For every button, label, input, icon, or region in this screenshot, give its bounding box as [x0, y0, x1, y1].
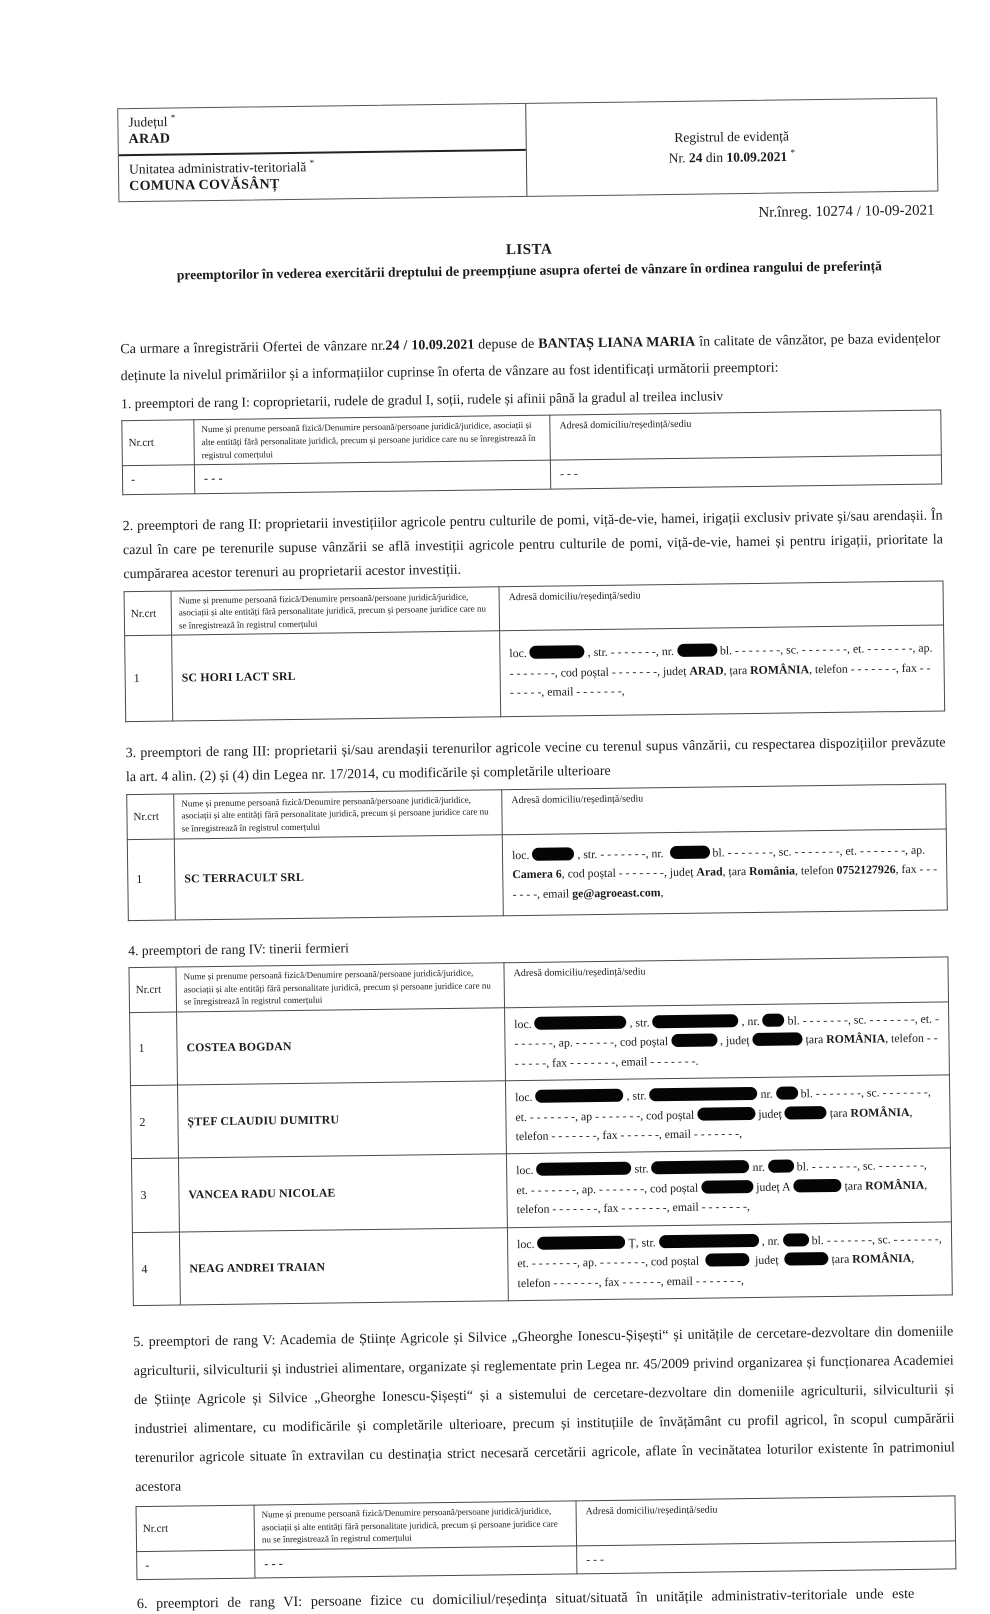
section-4-heading: 4. preemptori de rang IV: tinerii fermieri [128, 940, 349, 959]
row-number: 3 [131, 1159, 179, 1233]
rang4-table [128, 956, 952, 1306]
redaction-mark [677, 644, 717, 658]
row-number: 1 [127, 839, 175, 921]
redaction-mark [768, 1160, 794, 1173]
section-6-heading: 6. preemptori de rang VI: persoane fizice cu domiciliul/reședința situat/situată în unitățile administrativ-teritoriale unde este [136, 1586, 915, 1613]
row-address: - - - [577, 1541, 956, 1574]
header-left-column [118, 104, 527, 202]
redaction-mark [671, 1034, 717, 1048]
redaction-mark [753, 1033, 803, 1047]
col-nrcrt: Nr.crt [136, 1505, 255, 1551]
rang1-table [121, 410, 942, 495]
row-address: loc. str. nr. bl. - - - - - - -, sc. - - - - - - -, et. - - - - - - -, ap. - - - - - - -, cod poștal județ A țara ROMÂNIA, telefon - - - - - - -, fax - - - - - - -, email - - - - - - -, [506, 1148, 951, 1227]
table-row [131, 1148, 951, 1232]
section-3-heading: 3. preemptori de rang III: proprietarii și/sau arendașii terenurilor agricole vecine cu terenul supus vânzării, cu respectarea dispozițiilor prevăzute la art. 4 alin. (2) și (4) din Legea nr. 17/2014, cu modificările și completările ulterioare [125, 735, 946, 786]
row-number: 2 [131, 1085, 179, 1159]
registry-cell [526, 99, 937, 197]
col-address: Adresă domiciliu/reședință/sediu [499, 581, 944, 632]
section-2-heading: 2. preemptori de rang II: proprietarii investițiilor agricole pentru culturile de pomi, viță-de-vie, hamei, irigații exclusiv private și/sau arendașii. În cazul în care pe terenurile supuse vânzării se află investiții agricole pentru culturile de pomi, viță-de-vie, hamei și pentru irigații, prioritate la cumpărarea acestor terenuri au proprietarii acestor investiții. [122, 508, 944, 582]
judet-label: Județul * [128, 112, 176, 130]
row-name: VANCEA RADU NICOLAE [178, 1154, 507, 1232]
col-address: Adresă domiciliu/reședință/sediu [550, 410, 942, 460]
redaction-mark [763, 1013, 785, 1026]
rang3-table [126, 783, 948, 921]
registry-label: Registrul de evidență [674, 128, 790, 145]
uat-label: Unitatea administrativ-teritorială * [128, 157, 315, 177]
redaction-mark [793, 1179, 841, 1193]
row-name: - - - [255, 1546, 577, 1579]
registry-number: Nr. 24 din 10.09.2021 * [668, 147, 796, 166]
table-row [132, 1222, 952, 1306]
table-row [127, 829, 947, 921]
section-1-heading: 1. preemptori de rang I: coproprietarii, rudele de gradul I, soții, rudele și afinii până la gradul al treilea inclusiv [120, 388, 724, 412]
table-row [130, 1002, 950, 1086]
redaction-mark [659, 1234, 759, 1248]
row-address: loc. , str. - - - - - - -, nr. bl. - - - - - - -, sc. - - - - - - -, et. - - - - - - -, ap. - - - - - - -, cod poștal - - - - - - -, județ ARAD, țara ROMÂNIA, telefon - - - - - - -, fax - - - - - - -, email - - - - - - -, [500, 625, 945, 716]
row-address: loc. Ț, str. , nr. bl. - - - - - - -, sc. - - - - - - -, et. - - - - - - -, ap. - - - - - - -, cod poștal județ țara ROMÂNIA, telefon - - - - - - -, fax - - - - - -, email - - - - - - -, [507, 1222, 952, 1301]
section-5-heading: 5. preemptori de rang V: Academia de Științe Agricole și Silvice „Gheorghe Ionescu-Șișești“ și unitățile de cercetare-dezvoltare din domeniile agriculturii, silviculturii și industriei alimentare, organizate și reglementate prin Legea nr. 45/2009 privind organizarea și funcționarea Academiei de Științe Agricole și Silvice „Gheorghe Ionescu-Șișești“ și a sistemului de cercetare-dezvoltare din domeniile agriculturii, silviculturii și industriei alimentare, cu modificările și completările ulterioare, precum și instituțiile de învățământ cu profil agricol, în scopul cumpărării terenurilor agricole situate în extravilan cu destinația strict necesară cercetării agricole, aflate în vecinătatea loturilor existente în patrimoniul acestora [133, 1324, 955, 1496]
col-address: Adresă domiciliu/reședință/sediu [504, 957, 949, 1008]
row-name: SC TERRACULT SRL [174, 834, 503, 920]
header-box [117, 98, 938, 203]
col-name: Nume și prenume persoană fizică/Denumire persoană/persoane juridică/juridice, asociații și alte entități fără personalitate juridică, precum și persoane juridice care nu se înregistrează în registrul comerțului [174, 790, 503, 839]
redaction-mark [652, 1161, 750, 1175]
row-number: 1 [130, 1012, 178, 1086]
row-name: SC HORI LACT SRL [172, 631, 501, 721]
row-name: NEAG ANDREI TRAIAN [179, 1228, 508, 1306]
redaction-mark [697, 1107, 755, 1121]
scanned-document [117, 98, 957, 1614]
redaction-mark [785, 1106, 827, 1120]
row-number: - [137, 1550, 255, 1580]
redaction-mark [530, 646, 585, 660]
row-number: - [122, 465, 194, 494]
row-address: loc. , str. - - - - - - -, nr. bl. - - - - - - -, sc. - - - - - - -, et. - - - - - - -, ap. Camera 6, cod poștal - - - - - - -, județ Arad, țara România, telefon 0752127926, fax - - - - - - -, email ge@agroeast.com, [502, 829, 947, 916]
col-name: Nume și prenume persoană fizică/Denumire persoană/persoane juridică/juridice, asociații și alte entități fără personalitate juridică, precum și persoane juridice care nu se înregistrează în registrul comerțului [194, 416, 551, 465]
redaction-mark [783, 1233, 809, 1246]
col-nrcrt: Nr.crt [124, 591, 172, 636]
col-name: Nume și prenume persoană fizică/Denumire persoană/persoane juridică/juridice, asociații și alte entități fără personalitate juridică, precum și persoane juridice care nu se înregistrează în registrul comerțului [254, 1501, 577, 1550]
col-name: Nume și prenume persoană fizică/Denumire persoană/persoane juridică/juridice, asociații și alte entități fără personalitate juridică, precum și persoane juridice care nu se înregistrează în registrul comerțului [171, 586, 500, 635]
col-address: Adresă domiciliu/reședință/sediu [502, 784, 947, 835]
row-address: loc. , str. , nr. bl. - - - - - - -, sc. - - - - - - -, et. - - - - - - -, ap. - - - - - -, cod poștal , județ țara ROMÂNIA, telefon - - - - - - -, fax - - - - - - -, email - - - - - - -. [505, 1002, 950, 1081]
col-name: Nume și prenume persoană fizică/Denumire persoană/persoane juridică/juridice, asociații și alte entități fără personalitate juridică, precum și persoane juridice care nu se înregistrează în registrul comerțului [176, 963, 505, 1012]
redaction-mark [535, 1015, 627, 1029]
document-title: LISTA [505, 242, 553, 259]
redaction-mark [669, 845, 709, 859]
uat-cell [119, 149, 527, 202]
uat-value: COMUNA COVĂSÂNȚ [129, 177, 280, 195]
redaction-mark [535, 1089, 623, 1103]
col-nrcrt: Nr.crt [122, 420, 195, 466]
col-nrcrt: Nr.crt [127, 794, 175, 839]
judet-value: ARAD [128, 131, 171, 148]
row-address: loc. , str. nr. bl. - - - - - - -, sc. - - - - - - -, et. - - - - - - -, ap - - - - - - -, cod poștal județ țara ROMÂNIA, telefon - - - - - - -, fax - - - - - -, email - - - - - - -, [505, 1075, 950, 1154]
row-address: - - - [550, 455, 941, 489]
redaction-mark [649, 1087, 757, 1101]
redaction-mark [785, 1252, 829, 1266]
rang5-table [136, 1496, 957, 1581]
col-address: Adresă domiciliu/reședință/sediu [576, 1496, 956, 1546]
redaction-mark [537, 1236, 625, 1250]
row-number: 1 [125, 636, 173, 722]
row-number: 4 [132, 1232, 180, 1306]
rang2-table [124, 580, 946, 722]
redaction-mark [701, 1180, 753, 1194]
row-name: - - - [194, 460, 550, 493]
registration-number-line: Nr.înreg. 10274 / 10-09-2021 [758, 203, 935, 222]
intro-paragraph: Ca urmare a înregistrării Ofertei de vânzare nr.24 / 10.09.2021 depuse de BANTAȘ LIANA MARIA în calitate de vânzător, pe baza evidențelor deținute la nivelul primăriilor și a informațiilor cuprinse în oferta de vânzare au fost identificați următorii preemptori: [120, 331, 941, 385]
judet-cell [118, 104, 526, 155]
redaction-mark [532, 847, 574, 861]
redaction-mark [536, 1162, 631, 1176]
col-nrcrt: Nr.crt [129, 967, 177, 1012]
table-row [125, 625, 945, 721]
redaction-mark [653, 1014, 739, 1028]
table-row [131, 1075, 951, 1159]
redaction-mark [776, 1087, 798, 1100]
row-name: ȘTEF CLAUDIU DUMITRU [178, 1081, 507, 1159]
row-name: COSTEA BOGDAN [177, 1008, 506, 1086]
redaction-mark [705, 1253, 749, 1267]
document-subtitle: preemptorilor în vederea exercitării dreptului de preempțiune asupra ofertei de vânzare în ordinea rangului de preferință [176, 258, 883, 283]
